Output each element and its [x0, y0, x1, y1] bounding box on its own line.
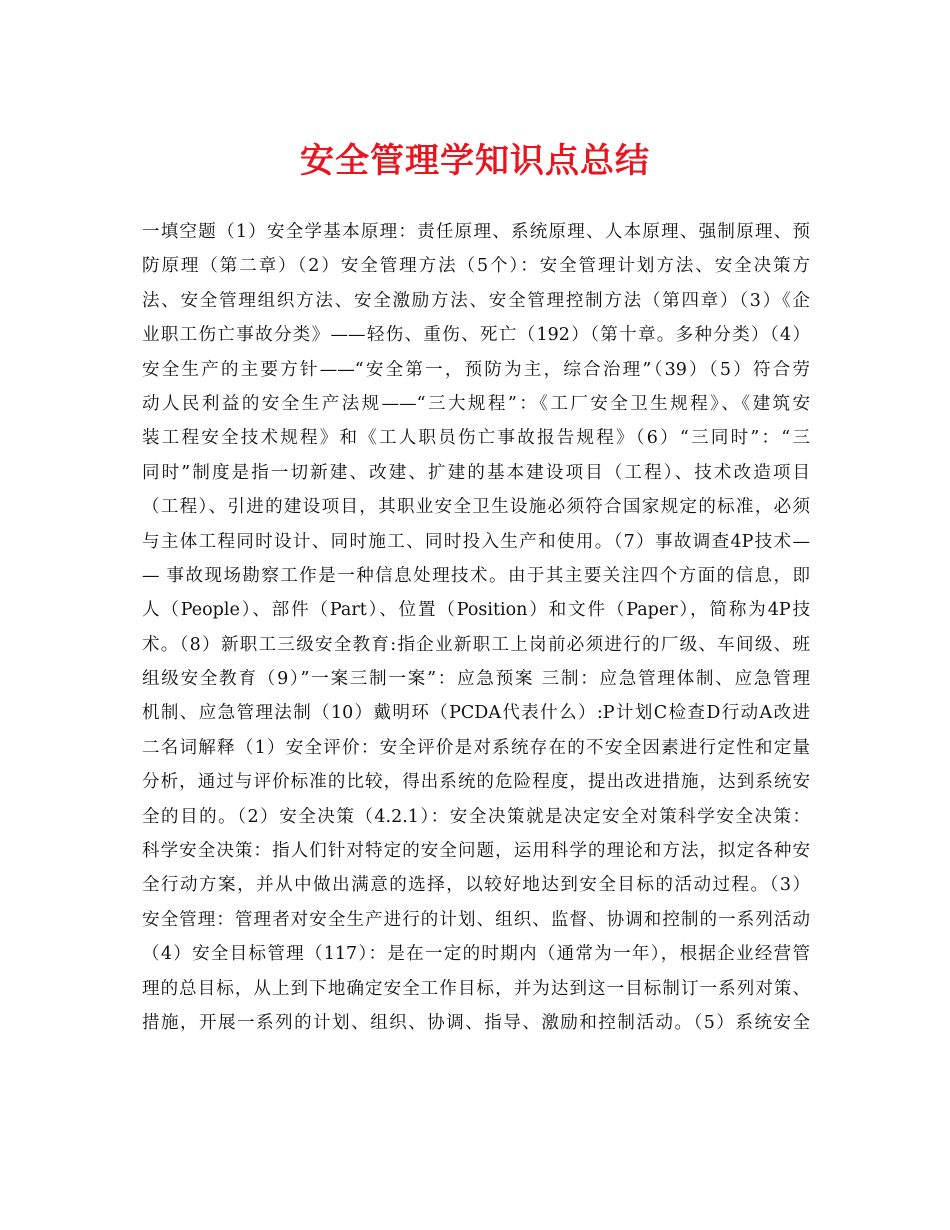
body-line: 理的总目标，从上到下地确定安全工作目标，并为达到这一目标制订一系列对策、	[142, 978, 810, 999]
body-line: 同时”制度是指一切新建、改建、扩建的基本建设项目（工程）、技术改造项目	[142, 462, 810, 483]
body-line: 科学安全决策：指人们针对特定的安全问题，运用科学的理论和方法，拟定各种安	[142, 841, 810, 862]
body-line: — 事故现场勘察工作是一种信息处理技术。由于其主要关注四个方面的信息，即	[142, 565, 810, 586]
body-line: 分析，通过与评价标准的比较，得出系统的危险程度，提出改进措施，达到系统安	[142, 772, 810, 793]
body-line: 安全生产的主要方针——“安全第一，预防为主，综合治理”（39）（5）符合劳	[142, 359, 810, 380]
body-line: 安全管理：管理者对安全生产进行的计划、组织、监督、协调和控制的一系列活动	[142, 909, 810, 930]
body-line: 装工程安全技术规程》和《工人职员伤亡事故报告规程》（6）“三同时”：“三	[142, 428, 810, 449]
body-line: 一填空题（1）安全学基本原理：责任原理、系统原理、人本原理、强制原理、预	[142, 222, 810, 242]
body-line: 措施，开展一系列的计划、组织、协调、指导、激励和控制活动。（5）系统安全	[142, 1012, 810, 1033]
body-line: 二名词解释（1）安全评价：安全评价是对系统存在的不安全因素进行定性和定量	[142, 737, 810, 758]
body-line: 业职工伤亡事故分类》——轻伤、重伤、死亡（192）（第十章。多种分类）（4）	[142, 325, 810, 346]
body-line: 动人民利益的安全生产法规——“三大规程”：《工厂安全卫生规程》、《建筑安	[142, 393, 810, 414]
body-line: （工程）、引进的建设项目，其职业安全卫生设施必须符合国家规定的标准，必须	[142, 497, 810, 518]
body-line: 术。（8）新职工三级安全教育:指企业新职工上岗前必须进行的厂级、车间级、班	[142, 634, 810, 655]
body-line: 全行动方案，并从中做出满意的选择，以较好地达到安全目标的活动过程。（3）	[142, 875, 810, 896]
body-line: 组级安全教育（9）”一案三制一案”：应急预案 三制：应急管理体制、应急管理	[142, 669, 810, 690]
body-line: 机制、应急管理法制（10）戴明环（PCDA代表什么）:P计划C检查D行动A改进	[142, 703, 810, 724]
body-line: 与主体工程同时设计、同时施工、同时投入生产和使用。（7）事故调查4P技术—	[142, 531, 810, 552]
body-line: 人（People）、部件（Part）、位置（Position）和文件（Paper），简称为4P技	[142, 600, 810, 621]
body-line: 全的目的。（2）安全决策（4.2.1）：安全决策就是决定安全对策科学安全决策：	[142, 806, 810, 827]
document-title: 安全管理学知识点总结	[300, 141, 650, 181]
body-line: 防原理（第二章）（2）安全管理方法（5个）：安全管理计划方法、安全决策方	[142, 256, 810, 277]
body-line: （4）安全目标管理（117）：是在一定的时期内（通常为一年），根据企业经营管	[142, 944, 810, 965]
document-body	[142, 215, 810, 1040]
body-line: 法、安全管理组织方法、安全激励方法、安全管理控制方法（第四章）（3）《企	[142, 290, 810, 311]
